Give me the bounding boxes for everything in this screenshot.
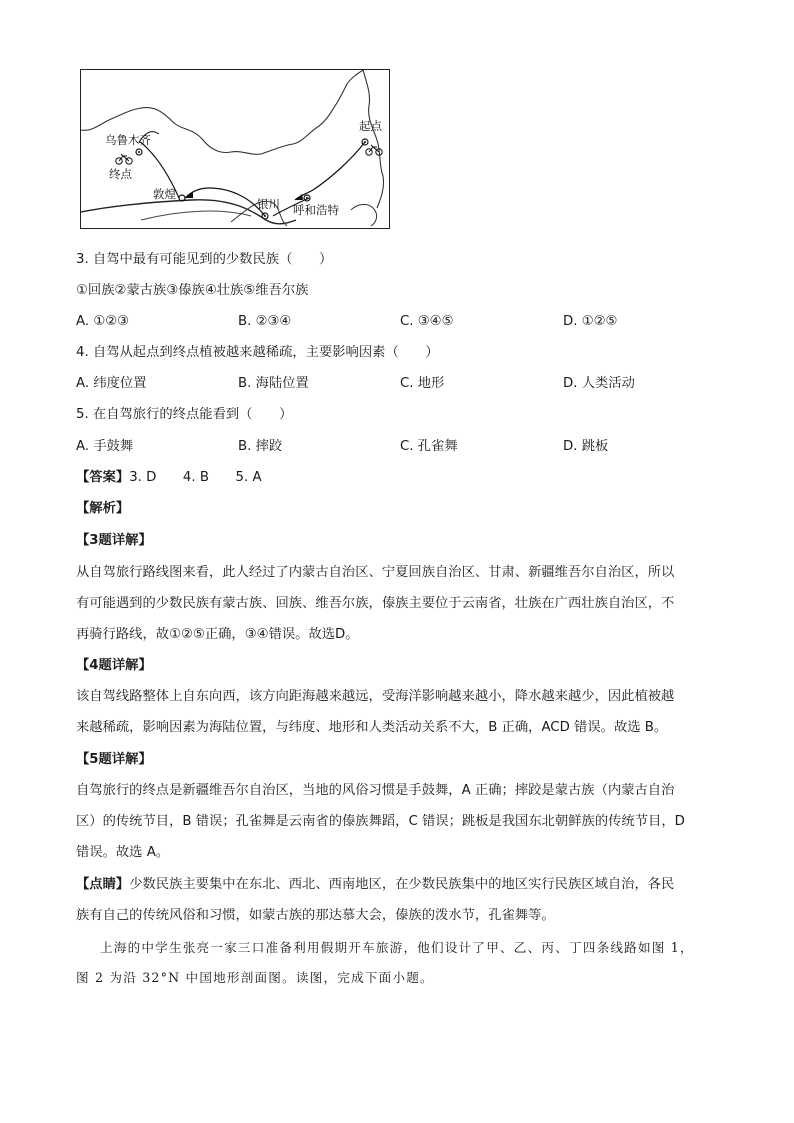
map-label-end: 终点 (109, 167, 132, 181)
q3-option-c: C. ③④⑤ (400, 314, 454, 329)
next-intro-line-2: 图 2 为沿 32°N 中国地形剖面图。读图，完成下面小题。 (76, 970, 434, 985)
q4-option-c: C. 地形 (400, 376, 445, 391)
answer-text: 3. D 4. B 5. A (129, 470, 262, 485)
detail-4-line-1: 该自驾线路整体上自东向西，该方向距海越来越远，受海洋影响越来越小，降水越来越少，因此植被越 (76, 689, 675, 704)
question-3-sub: ①回族②蒙古族③傣族④壮族⑤维吾尔族 (76, 283, 309, 298)
detail-3-tag: 【3题详解】 (76, 533, 152, 548)
detail-4-line-2: 来越稀疏，影响因素为海陆位置，与纬度、地形和人类活动关系不大，B 正确，ACD 错误。故选 B。 (76, 720, 668, 735)
key-point-text-1: 少数民族主要集中在东北、西北、西南地区，在少数民族集中的地区实行民族区域自治，各民 (129, 877, 675, 892)
next-intro-line-1: 上海的中学生张亮一家三口准备利用假期开车旅游，他们设计了甲、乙、丙、丁四条线路如图 1， (100, 940, 694, 955)
bicycle-icon (116, 154, 132, 164)
detail-5-line-1: 自驾旅行的终点是新疆维吾尔自治区，当地的风俗习惯是手鼓舞，A 正确；摔跤是蒙古族（内蒙古自治 (76, 783, 675, 798)
q5-option-b: B. 摔跤 (238, 439, 283, 454)
map-label-start: 起点 (359, 119, 382, 133)
q3-option-a: A. ①②③ (76, 314, 130, 329)
detail-3-line-3: 再骑行路线，故①②⑤正确，③④错误。故选D。 (76, 627, 359, 642)
map-label-hohhot: 呼和浩特 (293, 203, 339, 217)
detail-3-line-2: 有可能遇到的少数民族有蒙古族、回族、维吾尔族，傣族主要位于云南省，壮族在广西壮族自治区，不 (76, 596, 675, 611)
detail-3-line-1: 从自驾旅行路线图来看，此人经过了内蒙古自治区、宁夏回族自治区、甘肃、新疆维吾尔自治区，所以 (76, 565, 675, 580)
question-5-stem: 5. 在自驾旅行的终点能看到（ ） (76, 407, 293, 422)
key-point-line-2: 族有自己的传统风俗和习惯，如蒙古族的那达慕大会，傣族的泼水节，孔雀舞等。 (76, 908, 555, 923)
q4-option-d: D. 人类活动 (563, 376, 635, 391)
q4-option-a: A. 纬度位置 (76, 376, 147, 391)
question-4-stem: 4. 自驾从起点到终点植被越来越稀疏，主要影响因素（ ） (76, 345, 439, 360)
answer-tag: 【答案】 (76, 470, 130, 485)
answer-line (76, 469, 262, 487)
map-label-urumqi: 乌鲁木齐 (105, 133, 151, 147)
detail-5-tag: 【5题详解】 (76, 752, 152, 767)
route-map-drawing (81, 70, 391, 230)
q5-option-d: D. 跳板 (563, 439, 609, 454)
analysis-tag: 【解析】 (76, 501, 130, 516)
q3-option-b: B. ②③④ (238, 314, 292, 329)
q5-option-a: A. 手鼓舞 (76, 439, 134, 454)
detail-5-line-2: 区）的传统节目，B 错误；孔雀舞是云南省的傣族舞蹈，C 错误；跳板是我国东北朝鲜族的传统节目，D (76, 814, 685, 829)
q5-option-c: C. 孔雀舞 (400, 439, 458, 454)
question-3-stem: 3. 自驾中最有可能见到的少数民族（ ） (76, 252, 333, 267)
detail-5-line-3: 错误。故选 A。 (76, 845, 170, 860)
route-map-figure (80, 69, 390, 229)
map-label-yinchuan: 银川 (257, 197, 280, 211)
q3-option-d: D. ①②⑤ (563, 314, 618, 329)
key-point-tag: 【点睛】 (76, 877, 130, 892)
detail-4-tag: 【4题详解】 (76, 658, 152, 673)
key-point-line-1 (76, 876, 674, 894)
map-label-dunhuang: 敦煌 (153, 187, 176, 201)
q4-option-b: B. 海陆位置 (238, 376, 309, 391)
